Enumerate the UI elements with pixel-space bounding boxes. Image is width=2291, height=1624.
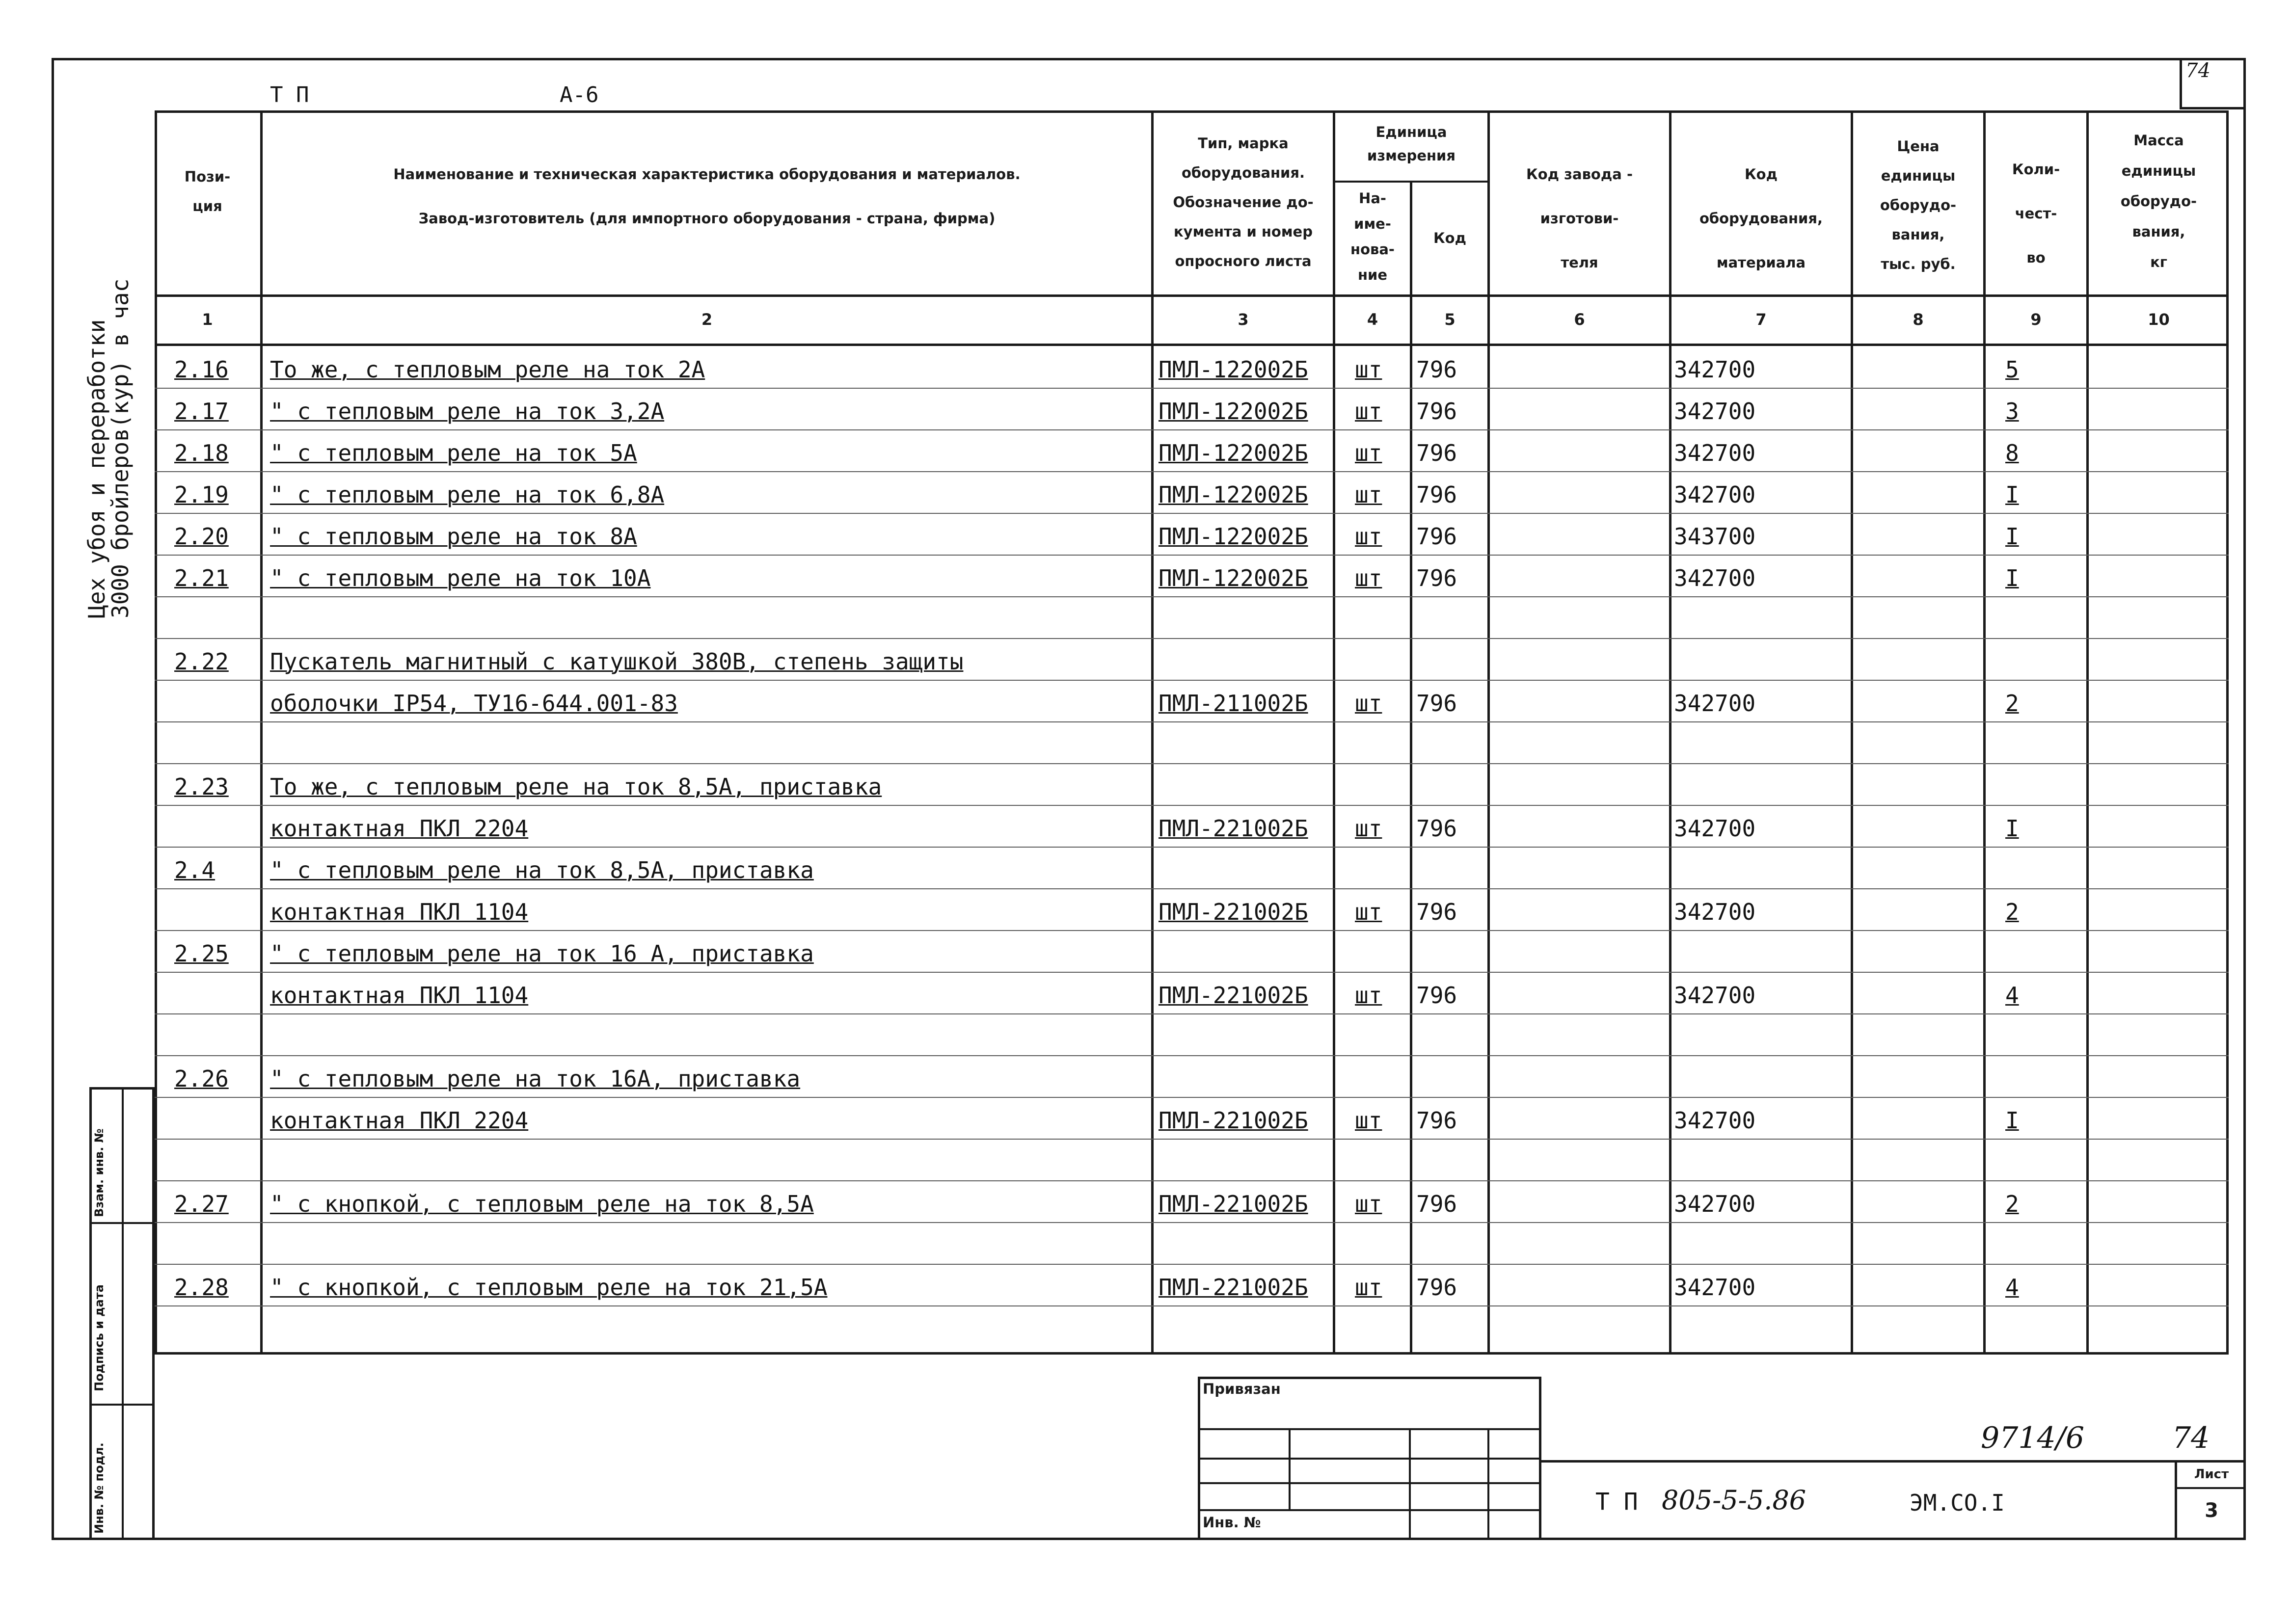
code: 796 (1416, 523, 1457, 550)
frame-bottom (52, 1538, 2246, 1540)
frame-right (2243, 58, 2246, 1540)
code: 796 (1416, 1107, 1457, 1134)
header-left-code: Т П (270, 82, 309, 107)
type: ПМЛ-221002Б (1159, 982, 1308, 1009)
album-code: А-6 (560, 82, 599, 107)
bound-label: Привязан (1203, 1381, 1281, 1397)
type: ПМЛ-221002Б (1159, 815, 1308, 842)
col7-header: Код оборудования, материала (1699, 166, 1823, 271)
pos: 2.4 (174, 857, 216, 883)
row-divider (155, 763, 2229, 764)
left-stamp-vline (122, 1087, 124, 1540)
row-divider (155, 1013, 2229, 1014)
code: 796 (1416, 356, 1457, 383)
pos: 2.20 (174, 523, 229, 550)
unit: шт (1355, 398, 1382, 425)
unit-header-divider (1333, 181, 1490, 183)
corner-page-number: 74 (2185, 59, 2210, 82)
unit: шт (1355, 481, 1382, 508)
name2: оболочки IP54, ТУ16-644.001-83 (270, 690, 678, 717)
type: ПМЛ-221002Б (1159, 1107, 1308, 1134)
item_code: 342700 (1674, 481, 1756, 508)
name: " с тепловым реле на ток 6,8А (270, 481, 665, 508)
colnum-5: 5 (1444, 310, 1455, 329)
unit: шт (1355, 565, 1382, 591)
spec-table (155, 110, 2229, 1355)
col2-header: Наименование и техническая характеристика оборудования и материалов. Завод-изготовитель (для импортного оборудования - страна, фирма) (393, 166, 1021, 227)
pos: 2.21 (174, 565, 229, 591)
row-divider (155, 429, 2229, 430)
sheet-label: Лист (2194, 1467, 2229, 1482)
row-divider (155, 972, 2229, 973)
name: " с тепловым реле на ток 5А (270, 440, 637, 466)
code: 796 (1416, 982, 1457, 1009)
code: 796 (1416, 1274, 1457, 1301)
row-divider (155, 638, 2229, 639)
pos: 2.27 (174, 1191, 229, 1217)
colnum-8: 8 (1913, 310, 1924, 329)
col6-header: Код завода - изготови- теля (1526, 166, 1633, 271)
unit: шт (1355, 1191, 1382, 1217)
sheet-number: 3 (2205, 1499, 2218, 1522)
row-divider (155, 888, 2229, 889)
qty: 4 (2005, 982, 2019, 1009)
row-divider (155, 1055, 2229, 1056)
pos: 2.17 (174, 398, 229, 425)
title-block-top (1541, 1460, 2246, 1463)
code: 796 (1416, 690, 1457, 717)
name: " с тепловым реле на ток 16 А, приставка (270, 940, 814, 967)
col10-header: Масса единицы оборудо- вания, кг (2120, 132, 2197, 270)
qty: 5 (2005, 356, 2019, 383)
name: То же, с тепловым реле на ток 8,5А, приставка (270, 773, 882, 800)
type: ПМЛ-122002Б (1159, 356, 1308, 383)
qty: 2 (2005, 690, 2019, 717)
bound-stamp-vline3 (1487, 1428, 1489, 1540)
type: ПМЛ-221002Б (1159, 899, 1308, 925)
side-caption-line2: 3000 бройлеров(кур) в час (107, 278, 134, 618)
col-line-1 (260, 110, 263, 1355)
colnum-7: 7 (1755, 310, 1767, 329)
left-stamp-hline1 (89, 1222, 155, 1224)
name2: контактная ПКЛ 1104 (270, 982, 529, 1009)
code: 796 (1416, 815, 1457, 842)
left-stamp-a: Взам. инв. № (92, 1128, 106, 1217)
qty: 8 (2005, 440, 2019, 466)
qty: I (2005, 1107, 2019, 1134)
type: ПМЛ-221002Б (1159, 1274, 1308, 1301)
unit-header: Единица измерения (1367, 124, 1455, 164)
name: " с тепловым реле на ток 8А (270, 523, 637, 550)
pos: 2.18 (174, 440, 229, 466)
pos: 2.19 (174, 481, 229, 508)
col-line-6 (1669, 110, 1671, 1355)
name: " с тепловым реле на ток 16А, приставка (270, 1065, 801, 1092)
row-divider (155, 1097, 2229, 1098)
col-line-5 (1487, 110, 1490, 1355)
row-divider (155, 1305, 2229, 1306)
name2: контактная ПКЛ 2204 (270, 815, 529, 842)
column-number-line (155, 344, 2229, 346)
col4-header: На- име- нова- ние (1350, 190, 1395, 283)
name: " с кнопкой, с тепловым реле на ток 8,5А (270, 1191, 814, 1217)
qty: I (2005, 815, 2019, 842)
name: Пускатель магнитный с катушкой 380В, степень защиты (270, 648, 964, 675)
item_code: 342700 (1674, 1274, 1756, 1301)
pos: 2.28 (174, 1274, 229, 1301)
bound-stamp-vline1 (1289, 1428, 1291, 1509)
colnum-9: 9 (2030, 310, 2042, 329)
item_code: 342700 (1674, 440, 1756, 466)
name: " с тепловым реле на ток 10А (270, 565, 651, 591)
row-divider (155, 471, 2229, 472)
code: 796 (1416, 565, 1457, 591)
col3-header: Тип, марка оборудования. Обозначение до- кумента и номер опросного листа (1173, 135, 1314, 269)
row-divider (155, 1264, 2229, 1265)
type: ПМЛ-122002Б (1159, 440, 1308, 466)
row-divider (155, 513, 2229, 514)
name: То же, с тепловым реле на ток 2А (270, 356, 705, 383)
col-line-8 (1983, 110, 1986, 1355)
unit: шт (1355, 440, 1382, 466)
row-divider (155, 596, 2229, 597)
row-divider (155, 805, 2229, 806)
left-stamp-c: Инв. № подл. (92, 1442, 106, 1534)
side-caption-line1: Цех убоя и переработки (83, 319, 110, 618)
name: " с тепловым реле на ток 3,2А (270, 398, 665, 425)
name: " с кнопкой, с тепловым реле на ток 21,5А (270, 1274, 828, 1301)
doc-code: ЭМ.СО.I (1910, 1490, 2005, 1516)
code: 796 (1416, 398, 1457, 425)
row-divider (155, 680, 2229, 681)
col-line-2 (1151, 110, 1154, 1355)
pos: 2.16 (174, 356, 229, 383)
name2: контактная ПКЛ 1104 (270, 899, 529, 925)
colnum-2: 2 (701, 310, 713, 329)
left-stamp-hline2 (89, 1404, 155, 1406)
col-line-7 (1851, 110, 1853, 1355)
unit: шт (1355, 982, 1382, 1009)
header-bottom-line (155, 294, 2229, 297)
type: ПМЛ-122002Б (1159, 565, 1308, 591)
frame-left (52, 58, 54, 1540)
type: ПМЛ-221002Б (1159, 1191, 1308, 1217)
bound-stamp-line1 (1198, 1428, 1541, 1430)
item_code: 343700 (1674, 523, 1756, 550)
unit: шт (1355, 899, 1382, 925)
item_code: 342700 (1674, 982, 1756, 1009)
code: 796 (1416, 899, 1457, 925)
frame-top (52, 58, 2246, 60)
unit: шт (1355, 815, 1382, 842)
item_code: 342700 (1674, 899, 1756, 925)
row-divider (155, 930, 2229, 931)
unit: шт (1355, 690, 1382, 717)
pos: 2.25 (174, 940, 229, 967)
col-line-9 (2086, 110, 2089, 1355)
qty: 2 (2005, 1191, 2019, 1217)
bound-stamp-line3 (1198, 1482, 1541, 1484)
pos: 2.23 (174, 773, 229, 800)
code: 796 (1416, 1191, 1457, 1217)
colnum-3: 3 (1238, 310, 1249, 329)
inv-no-label: Инв. № (1203, 1514, 1261, 1531)
name: " с тепловым реле на ток 8,5А, приставка (270, 857, 814, 883)
unit: шт (1355, 523, 1382, 550)
unit: шт (1355, 1274, 1382, 1301)
row-divider (155, 1222, 2229, 1223)
row-divider (155, 847, 2229, 848)
qty: I (2005, 565, 2019, 591)
item_code: 342700 (1674, 815, 1756, 842)
project-label: Т П (1595, 1488, 1638, 1516)
row-divider (155, 555, 2229, 556)
type: ПМЛ-122002Б (1159, 523, 1308, 550)
bound-stamp-vline2 (1409, 1428, 1411, 1540)
item_code: 342700 (1674, 565, 1756, 591)
handwritten-page: 74 (2172, 1421, 2210, 1455)
name2: контактная ПКЛ 2204 (270, 1107, 529, 1134)
col9-header: Коли- чест- во (2012, 161, 2060, 266)
col5-header: Код (1433, 230, 1467, 246)
qty: 4 (2005, 1274, 2019, 1301)
row-divider (155, 1139, 2229, 1140)
col-line-3 (1333, 110, 1335, 1355)
type: ПМЛ-211002Б (1159, 690, 1308, 717)
item_code: 342700 (1674, 356, 1756, 383)
handwritten-number: 9714/6 (1981, 1421, 2085, 1455)
colnum-6: 6 (1574, 310, 1585, 329)
qty: 2 (2005, 899, 2019, 925)
unit: шт (1355, 1107, 1382, 1134)
pos: 2.22 (174, 648, 229, 675)
qty: I (2005, 481, 2019, 508)
code: 796 (1416, 481, 1457, 508)
item_code: 342700 (1674, 1191, 1756, 1217)
qty: I (2005, 523, 2019, 550)
project-number: 805-5-5.86 (1662, 1485, 1806, 1516)
row-divider (155, 388, 2229, 389)
row-divider (155, 721, 2229, 722)
colnum-4: 4 (1367, 310, 1378, 329)
colnum-10: 10 (2148, 310, 2170, 329)
item_code: 342700 (1674, 398, 1756, 425)
sheet-box-divider (2175, 1487, 2246, 1489)
item_code: 342700 (1674, 690, 1756, 717)
item_code: 342700 (1674, 1107, 1756, 1134)
unit: шт (1355, 356, 1382, 383)
colnum-1: 1 (202, 310, 213, 329)
col8-header: Цена единицы оборудо- вания, тыс. руб. (1880, 138, 1957, 272)
left-stamp-b: Подпись и дата (92, 1284, 106, 1391)
row-divider (155, 1180, 2229, 1181)
code: 796 (1416, 440, 1457, 466)
type: ПМЛ-122002Б (1159, 398, 1308, 425)
col-line-4 (1410, 182, 1412, 1355)
bound-stamp-line4 (1198, 1509, 1541, 1511)
qty: 3 (2005, 398, 2019, 425)
type: ПМЛ-122002Б (1159, 481, 1308, 508)
col1-header: Пози- ция (184, 168, 231, 214)
pos: 2.26 (174, 1065, 229, 1092)
bound-stamp-line2 (1198, 1458, 1541, 1460)
